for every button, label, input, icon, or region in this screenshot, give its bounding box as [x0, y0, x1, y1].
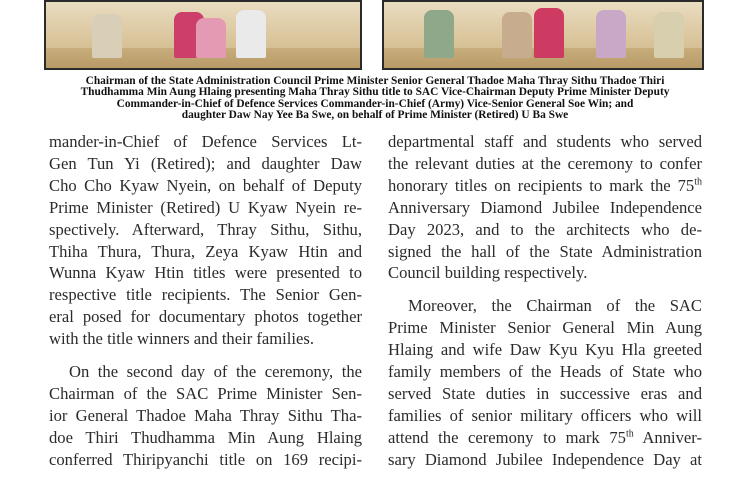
paragraph: [49, 131, 362, 350]
article-column-left: [49, 131, 362, 482]
ceremony-photo-left: [44, 0, 362, 70]
caption-line: Thudhamma Min Aung Hlaing presenting Maha Thray Sithu title to SAC Vice-Chairman Deputy Prime Minister Deputy: [80, 86, 670, 99]
caption-line: Commander-in-Chief of Defence Services Commander-in-Chief (Army) Vice-Senior General Soe Win; and: [116, 97, 634, 110]
text-line: conferred Thiripyanchi title on 169 recipi-: [49, 449, 362, 469]
caption-line: daughter Daw Nay Yee Ba Swe, on behalf of Prime Minister (Retired) U Ba Swe: [181, 109, 569, 122]
text-run: attend the ceremony to mark 75: [388, 427, 626, 447]
text-line: ior General Thadoe Maha Thray Sithu Tha-: [49, 405, 362, 425]
text-line: Prime Minister (Retired) U Kyaw Nyein re-: [49, 197, 362, 217]
ordinal-suffix: th: [625, 428, 634, 440]
ordinal-suffix: th: [694, 176, 702, 188]
text-line: respective title recipients. The Senior Gen-: [49, 285, 362, 305]
text-line: Hlaing and wife Daw Kyu Kyu Hla greeted: [388, 340, 702, 360]
text-line: served State duties in successive eras and: [388, 383, 702, 403]
photo-figure: [92, 14, 122, 58]
text-line: Gen Tun Yi (Retired); and daughter Daw: [49, 153, 362, 173]
text-line: Anniversary Diamond Jubilee Independence: [388, 197, 702, 217]
photo-figure: [596, 10, 626, 58]
text-line: the relevant duties at the ceremony to confer: [388, 153, 702, 173]
paragraph: [388, 295, 702, 470]
ceremony-photo-right: [382, 0, 704, 70]
text-run: honorary titles on recipients to mark the 75: [388, 175, 695, 195]
text-line: with the title winners and their families.: [49, 329, 314, 349]
paragraph: [388, 131, 702, 284]
text-line: [388, 427, 702, 449]
photo-caption: [44, 76, 706, 122]
text-line: departmental staff and students who served: [388, 132, 702, 151]
text-line: [388, 175, 702, 197]
text-line: families of senior military officers who will: [388, 405, 702, 425]
text-line: doe Thiri Thudhamma Min Aung Hlaing: [49, 427, 362, 447]
text-line: mander-in-Chief of Defence Services Lt-: [49, 132, 362, 151]
text-line: Thiha Thura, Thura, Zeya Kyaw Htin and: [49, 241, 362, 261]
photo-figure: [502, 12, 532, 58]
paragraph: [49, 383, 362, 471]
paragraph: [49, 361, 362, 383]
text-line: family members of the Heads of State who: [388, 362, 702, 382]
text-line: spectively. Afterward, Thray Sithu, Sithu,: [49, 219, 362, 239]
photo-figure: [654, 12, 684, 58]
text-line: Council building respectively.: [388, 263, 588, 283]
text-line: On the second day of the ceremony, the: [69, 362, 362, 382]
text-line: sary Diamond Jubilee Independence Day at: [388, 449, 702, 469]
text-line: Cho Cho Kyaw Nyein, on behalf of Deputy: [49, 175, 362, 195]
text-line: Prime Minister Senior General Min Aung: [388, 318, 702, 338]
photo-figure: [424, 10, 454, 58]
text-line: eral posed for documentary photos together: [49, 307, 362, 327]
caption-line: Chairman of the State Administration Council Prime Minister Senior General Thadoe Maha Thray Sithu Thadoe Thiri: [85, 75, 665, 87]
photo-figure: [196, 18, 226, 58]
text-line: Day 2023, and to the architects who de-: [388, 219, 702, 239]
text-line: Moreover, the Chairman of the SAC: [408, 296, 702, 316]
photo-figure: [534, 8, 564, 58]
text-line: Chairman of the SAC Prime Minister Sen-: [49, 383, 362, 403]
photo-figure: [236, 10, 266, 58]
text-line: signed the hall of the State Administration: [388, 241, 702, 261]
article-column-right: [388, 131, 702, 482]
text-line: Wunna Kyaw Htin titles were presented to: [49, 263, 362, 283]
text-run: Anniver-: [633, 427, 702, 447]
